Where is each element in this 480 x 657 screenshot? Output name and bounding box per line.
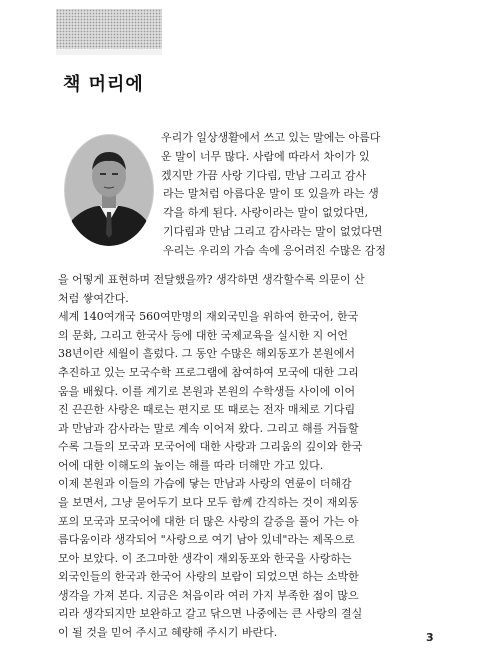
body-line: 모아 보았다. 이 조그마한 생각이 재외동포와 한국을 사랑하는 <box>58 551 352 565</box>
body-line: 과 만남과 감사라는 말로 계속 이어져 왔다. 그리고 해를 거듭할 <box>58 421 359 435</box>
body-line: 을 보면서, 그냥 묻어두기 보다 모두 함께 간직하는 것이 재외동 <box>58 495 359 509</box>
body-line: 처럼 쌓여간다. <box>58 291 129 305</box>
body-line: 진 끈끈한 사랑은 때로는 편지로 또 때로는 전자 매체로 기다림 <box>58 403 356 417</box>
intro-line: 기다림과 만남 그리고 감사라는 말이 없었다면 <box>163 225 383 238</box>
intro-line: 우리는 우리의 가슴 속에 응어려진 수많은 감정 <box>163 243 386 257</box>
body-line: 세계 140여개국 560여만명의 재외국민을 위하여 한국어, 한국 <box>58 310 359 324</box>
body-line: 름다움이라 생각되어 "사랑으로 여기 남아 있네"라는 제목으로 <box>58 533 355 547</box>
author-portrait <box>64 134 154 246</box>
intro-line: 우리가 일상생활에서 쓰고 있는 말에는 아름다 <box>161 131 381 144</box>
body-line: 추진하고 있는 모국수학 프로그램에 참여하여 모국에 대한 그리 <box>58 365 359 379</box>
section-heading: 책 머리에 <box>63 74 144 95</box>
intro-line: 라는 말처럼 아름다운 말이 또 있을까 라는 생 <box>163 187 379 201</box>
intro-line: 각을 하게 된다. 사랑이라는 말이 없었다면, <box>163 206 369 220</box>
body-line: 이 될 것을 믿어 주시고 혜량해 주시기 바란다. <box>58 626 278 639</box>
body-line: 38년이란 세월이 흘렀다. 그 동안 수많은 해외동포가 본원에서 <box>58 347 355 361</box>
body-line: 움을 배웠다. 이를 계기로 본원과 본원의 수학생들 사이에 이어 <box>58 384 356 398</box>
intro-line: 겠지만 가끔 사랑 기다림, 만남 그리고 감사 <box>161 168 367 182</box>
body-line: 이제 본원과 이들의 가슴에 닿는 만남과 사랑의 연륜이 더해감 <box>58 477 352 491</box>
body-line: 포의 모국과 모국어에 대한 더 많은 사랑의 갈증을 풀어 가는 아 <box>58 514 359 528</box>
corner-tab-decoration <box>56 9 162 55</box>
body-line: 을 어떻게 표현하며 전달했을까? 생각하면 생각할수록 의문이 산 <box>58 273 365 286</box>
intro-line: 운 말이 너무 많다. 사람에 따라서 차이가 있 <box>161 149 370 163</box>
body-line: 리라 생각되지만 보완하고 갈고 닦으면 나중에는 큰 사랑의 결실 <box>58 607 363 621</box>
body-line: 수록 그들의 모국과 모국어에 대한 사랑과 그리움의 깊이와 한국 <box>58 440 363 454</box>
body-line: 의 문화, 그리고 한국사 등에 대한 국제교육을 실시한 지 어언 <box>58 328 348 342</box>
body-line: 어에 대한 이해도의 높이는 해를 따라 더해만 가고 있다. <box>58 458 324 472</box>
body-line: 생각을 가져 본다. 지금은 처음이라 여러 가지 부족한 점이 많으 <box>58 588 359 602</box>
page-number: 3 <box>426 631 434 644</box>
body-line: 외국인들의 한국과 한국어 사랑의 보람이 되었으면 하는 소박한 <box>58 570 359 584</box>
